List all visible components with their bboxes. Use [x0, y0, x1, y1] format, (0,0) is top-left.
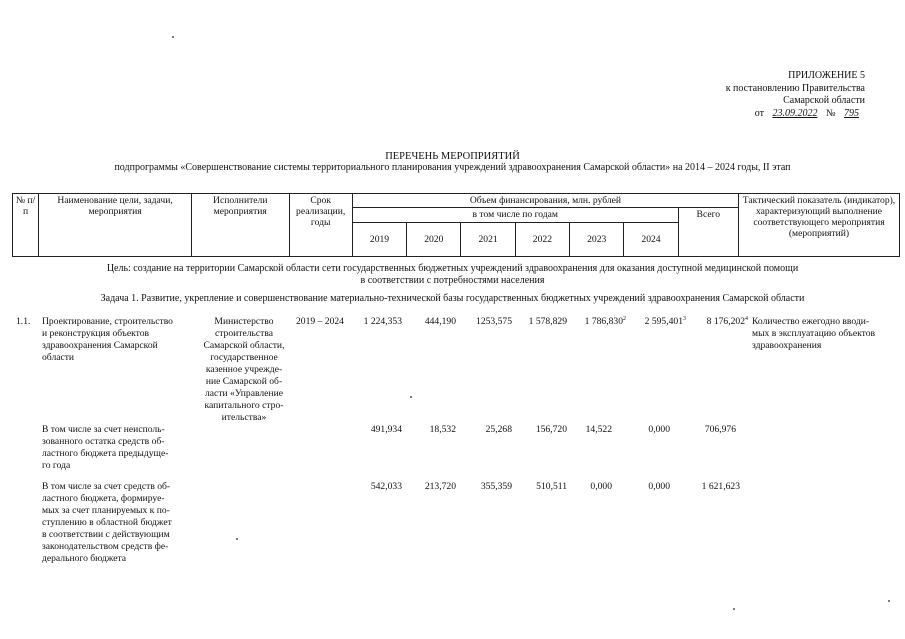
header-total: Всего: [678, 208, 738, 257]
text-line: дерального бюджета: [42, 553, 127, 564]
measure-indicator: [752, 316, 898, 352]
value-2023: 0,000: [590, 481, 612, 492]
value-2022: 510,511: [536, 481, 567, 492]
goal-line: в соответствии с потребностями населения: [360, 274, 545, 286]
appendix-number: 795: [844, 107, 859, 119]
text-line: Самарской области,: [203, 340, 285, 351]
goal-text: [0, 263, 905, 286]
header-no: № п/п: [13, 194, 39, 257]
value-text: 8 176,202: [706, 316, 745, 328]
value-total: 706,976: [704, 424, 736, 435]
value-2020: 18,532: [429, 424, 456, 435]
text-line: мых за счет планируемых к по-: [42, 505, 170, 516]
sub-row-name: [42, 481, 192, 565]
document-title: ПЕРЕЧЕНЬ МЕРОПРИЯТИЙ: [385, 151, 520, 162]
scan-speck: [236, 538, 238, 540]
appendix-line3: Самарской области: [783, 95, 865, 106]
text-line: строительства: [214, 328, 274, 339]
text-line: мых в эксплуатацию объектов: [752, 328, 876, 339]
header-by-years: в том числе по годам: [352, 208, 678, 223]
text-line: го года: [42, 460, 71, 471]
value-2022: 1 578,829: [528, 316, 567, 327]
value-2024: 0,000: [648, 424, 670, 435]
sub-row-name: [42, 424, 192, 472]
text-line: Проектирование, строительство: [42, 316, 173, 327]
value-text: 2 595,401: [644, 316, 683, 328]
task-text: Задача 1. Развитие, укрепление и совершенствование материально-технической базы государственных бюджетных учреждений здравоохранения Самарской области: [100, 293, 805, 304]
appendix-date-line: [726, 108, 865, 121]
header-term: Срок реализации, годы: [289, 194, 352, 257]
footnote-mark: 3: [683, 316, 686, 322]
text-line: ласти «Управление: [205, 388, 283, 399]
text-line: области: [42, 352, 75, 363]
value-2023: [570, 316, 626, 327]
value-2020: 444,190: [424, 316, 456, 327]
value-2019: 1 224,353: [363, 316, 402, 327]
header-financing: Объем финансирования, млн. рублей: [352, 194, 738, 208]
value-total: [688, 316, 748, 327]
header-year: 2023: [570, 223, 624, 257]
header-year: 2021: [461, 223, 515, 257]
header-table: [12, 193, 900, 257]
text-line: ительства»: [221, 412, 267, 423]
value-2021: 1253,575: [476, 316, 512, 327]
header-year: 2019: [352, 223, 406, 257]
text-line: капитального стро-: [204, 400, 284, 411]
text-line: казенное учрежде-: [205, 364, 283, 375]
header-indicator: Тактический показатель (индикатор), характеризующий выполнение соответствующего мероприятия (мероприятий): [739, 194, 900, 257]
scan-speck: [410, 396, 412, 398]
scan-speck: [888, 600, 890, 602]
value-2023: 14,522: [585, 424, 612, 435]
text-line: Количество ежегодно вводи-: [752, 316, 870, 327]
value-2021: 355,359: [480, 481, 512, 492]
text-line: Министерство: [214, 316, 274, 327]
value-2024: [630, 316, 686, 327]
scan-speck: [733, 608, 735, 610]
measure-term: 2019 – 2024: [296, 316, 344, 327]
header-executors: Исполнители мероприятия: [191, 194, 289, 257]
text-line: ластного бюджета предыдуще-: [42, 448, 169, 459]
goal-line: Цель: создание на территории Самарской области сети государственных бюджетных учреждений здравоохранения для оказания доступной медицинской помощи: [106, 263, 799, 274]
value-2021: 25,268: [485, 424, 512, 435]
value-2019: 542,033: [370, 481, 402, 492]
text-line: законодательством средств фе-: [42, 541, 169, 552]
document-subtitle: подпрограммы «Совершенствование системы территориального планирования учреждений здравоохранения Самарской области» на 2014 – 2024 годы, II этап: [114, 162, 791, 173]
measure-executor: [196, 316, 292, 424]
appendix-line2: к постановлению Правительства: [725, 82, 865, 94]
header-name: Наименование цели, задачи, мероприятия: [39, 194, 192, 257]
text-line: и реконструкция объектов: [42, 328, 150, 339]
text-line: в соответствии с действующим: [42, 529, 170, 540]
value-2022: 156,720: [535, 424, 567, 435]
value-2020: 213,720: [424, 481, 456, 492]
text-line: здравоохранения: [752, 340, 822, 351]
header-year: 2020: [407, 223, 461, 257]
value-text: 1 786,830: [584, 316, 623, 328]
header-year: 2024: [624, 223, 678, 257]
appendix-block: [726, 70, 865, 120]
scan-speck: [172, 36, 174, 38]
value-2019: 491,934: [370, 424, 402, 435]
text-line: ступлению в областной бюджет: [42, 517, 172, 528]
measure-name: [42, 316, 192, 364]
row-number: 1.1.: [16, 316, 31, 327]
text-line: ластного бюджета, формируе-: [42, 493, 165, 504]
text-line: государственное: [210, 352, 278, 363]
appendix-title: ПРИЛОЖЕНИЕ 5: [788, 70, 865, 81]
header-year: 2022: [515, 223, 569, 257]
value-2024: 0,000: [648, 481, 670, 492]
text-line: ние Самарской об-: [205, 376, 283, 387]
appendix-from: от: [754, 107, 764, 119]
text-line: В том числе за счет средств об-: [42, 481, 171, 492]
footnote-mark: 2: [623, 316, 626, 322]
text-line: В том числе за счет неисполь-: [42, 424, 165, 435]
value-total: 1 621,623: [701, 481, 740, 492]
appendix-no: №: [825, 107, 836, 119]
footnote-mark: 4: [745, 316, 748, 322]
text-line: зованного остатка средств об-: [42, 436, 165, 447]
appendix-date: 23.09.2022: [772, 107, 818, 119]
text-line: здравоохранения Самарской: [42, 340, 158, 351]
